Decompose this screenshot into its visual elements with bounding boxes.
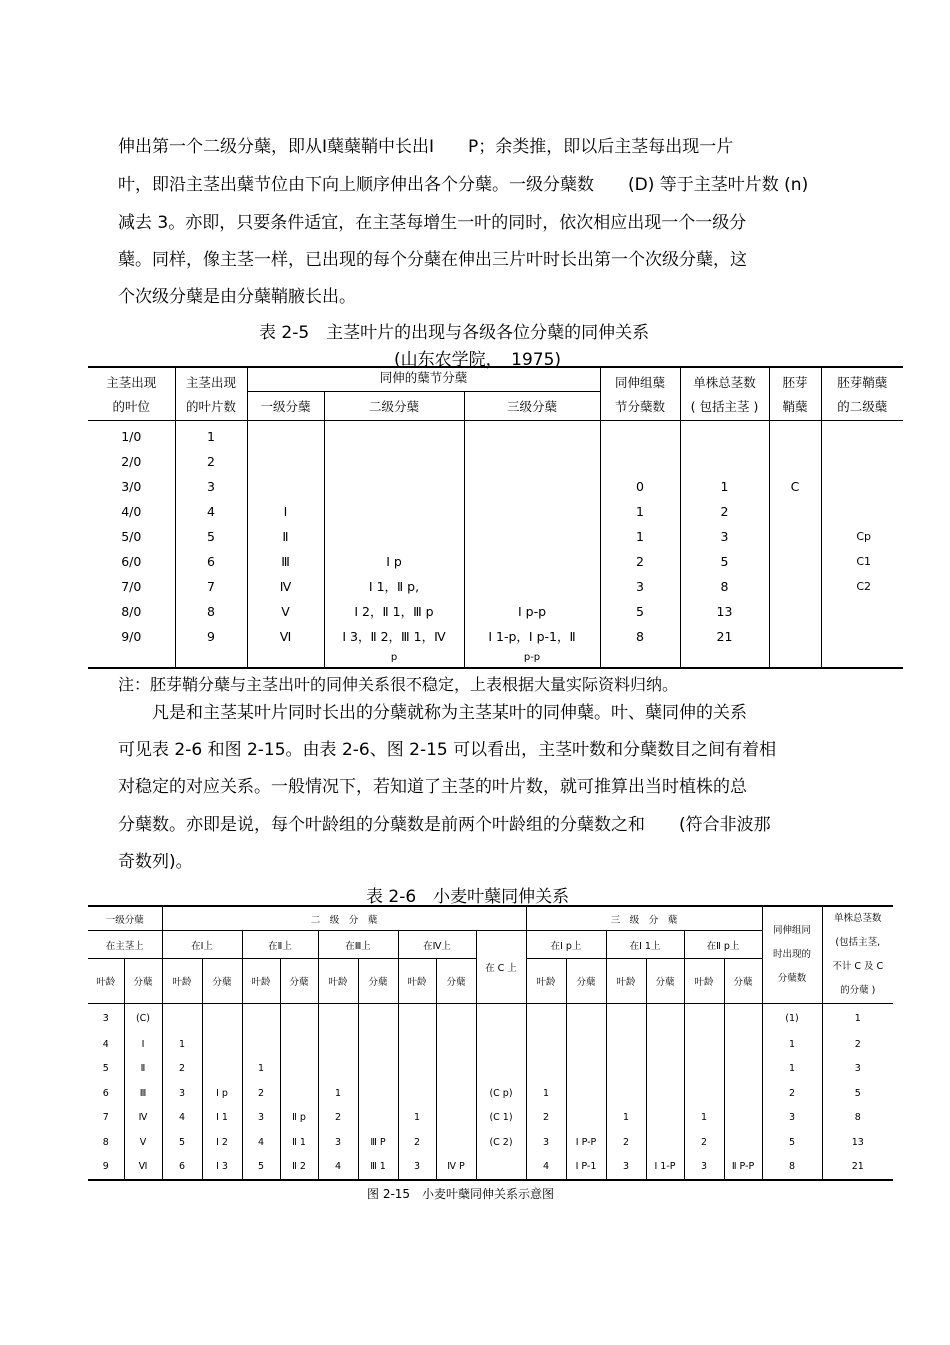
t26-h-tiller: 分蘖 [202, 959, 242, 1004]
figure-2-15-caption: 图 2-15 小麦叶蘖同伸关系示意图 [367, 1187, 555, 1201]
t26-h-leaf-age: 叶龄 [398, 959, 436, 1004]
t26-cell [566, 1106, 606, 1131]
para1-line5: 个次级分蘖是由分蘖鞘腋长出。 [118, 287, 356, 307]
t26-cell [476, 1004, 526, 1033]
t26-cell [202, 1032, 242, 1057]
t25-cell [324, 524, 464, 549]
t25-row [88, 624, 903, 649]
t25-cell [324, 449, 464, 474]
t26-cell [724, 1130, 762, 1155]
t25-cell [464, 474, 600, 499]
t26-sub-III: 在Ⅲ上 [318, 931, 398, 959]
para1-line3: 减去 3。亦即，只要条件适宜，在主茎每增生一叶的同时，依次相应出现一个一级分 [118, 213, 747, 233]
t25-h-level2: 二级分蘖 [324, 391, 464, 420]
t25-tail-level2: p [324, 649, 464, 668]
t26-cell [398, 1057, 436, 1082]
t26-cell: 1 [526, 1081, 566, 1106]
t26-cell [684, 1057, 724, 1082]
t26-cell: 2 [606, 1130, 646, 1155]
t26-h-level2: 二 级 分 蘖 [162, 906, 526, 931]
t25-cell: 8 [680, 574, 769, 599]
t26-cell: Ⅳ P [436, 1155, 476, 1181]
t25-cell: 6 [175, 549, 247, 574]
t26-h-leaf-age: 叶龄 [162, 959, 202, 1004]
para2-line4: 分蘖数。亦即是说，每个叶龄组的分蘖数是前两个叶龄组的分蘖数之和 (符合非波那 [118, 815, 771, 835]
t26-h-tiller: 分蘖 [566, 959, 606, 1004]
t26-cell [724, 1057, 762, 1082]
t26-cell [162, 1004, 202, 1033]
t25-cell: 6/0 [88, 549, 175, 574]
t25-row [88, 549, 903, 574]
t25-row [88, 574, 903, 599]
t26-cell [318, 1032, 358, 1057]
t26-cell [318, 1057, 358, 1082]
t26-cell [318, 1004, 358, 1033]
para1-line1: 伸出第一个二级分蘖，即从Ⅰ蘖蘖鞘中长出Ⅰ P；余类推，即以后主茎每出现一片 [118, 137, 734, 157]
t26-row [88, 1130, 893, 1155]
t25-cell: 0 [600, 474, 680, 499]
t26-cell [358, 1032, 398, 1057]
t25-cell: C1 [856, 554, 871, 568]
t26-cell [436, 1057, 476, 1082]
t26-cell: (C 1) [476, 1106, 526, 1131]
t25-cell: 1 [600, 499, 680, 524]
t25-cell: Ⅳ [247, 574, 324, 599]
t26-cell: Ⅱ 2 [280, 1155, 318, 1181]
t26-cell: Ⅱ P-P [724, 1155, 762, 1181]
t26-cell: 5 [762, 1130, 822, 1155]
t26-cell [684, 1004, 724, 1033]
t26-h-leaf-age: 叶龄 [606, 959, 646, 1004]
t26-cell: Ⅰ 3 [202, 1155, 242, 1181]
t25-row [88, 499, 903, 524]
t26-cell: Ⅲ 1 [358, 1155, 398, 1181]
t25-cell [324, 499, 464, 524]
t26-h-leaf-age: 叶龄 [526, 959, 566, 1004]
t26-cell [724, 1004, 762, 1033]
t25-cell [769, 599, 821, 624]
t25-cell [680, 424, 769, 449]
t26-sub-I1: 在Ⅰ 1上 [606, 931, 684, 959]
t26-cell: 5 [242, 1155, 280, 1181]
t25-cell [600, 449, 680, 474]
t26-cell [202, 1057, 242, 1082]
t26-h-tiller: 分蘖 [646, 959, 684, 1004]
t26-cell [724, 1106, 762, 1131]
t26-cell [436, 1081, 476, 1106]
t25-cell: 4 [175, 499, 247, 524]
t26-cell: Ⅵ [124, 1155, 162, 1181]
t25-cell [324, 474, 464, 499]
t26-cell: 7 [88, 1106, 124, 1131]
t26-cell: 5 [88, 1057, 124, 1082]
t26-cell [606, 1057, 646, 1082]
t25-cell: Ⅲ [247, 549, 324, 574]
t25-cell: 2/0 [88, 449, 175, 474]
t25-cell: 8 [175, 599, 247, 624]
t26-cell: 3 [606, 1155, 646, 1181]
t26-cell: 4 [526, 1155, 566, 1181]
t25-row [88, 474, 903, 499]
para1-line2: 叶，即沿主茎出蘖节位由下向上顺序伸出各个分蘖。一级分蘖数 (D) 等于主茎叶片数 (n) [118, 175, 809, 195]
t25-cell [821, 624, 903, 649]
t26-cell [436, 1106, 476, 1131]
t26-cell [280, 1032, 318, 1057]
t26-cell: 4 [318, 1155, 358, 1181]
t26-cell [398, 1032, 436, 1057]
t26-row [88, 1032, 893, 1057]
t25-cell: 2 [600, 549, 680, 574]
t25-h-col1: 主茎出现 的叶位 [88, 367, 175, 420]
t26-h-tong: 同伸组同 时出现的 分蘖数 [762, 906, 822, 1004]
t25-cell: 1/0 [88, 424, 175, 449]
t25-cell: 1 [680, 474, 769, 499]
table26-title: 表 2-6 小麦叶蘖同伸关系 [366, 887, 570, 907]
t26-cell [566, 1057, 606, 1082]
t26-cell: 3 [318, 1130, 358, 1155]
t25-h-level3: 三级分蘖 [464, 391, 600, 420]
t25-cell: 2 [680, 499, 769, 524]
t26-h-leaf-age: 叶龄 [684, 959, 724, 1004]
t26-cell: 1 [762, 1057, 822, 1082]
t26-cell: 1 [398, 1106, 436, 1131]
t26-sub-II: 在Ⅱ上 [242, 931, 318, 959]
t26-sub-IV: 在Ⅳ上 [398, 931, 476, 959]
table25-note: 注：胚芽鞘分蘖与主茎出叶的同伸关系很不稳定，上表根据大量实际资料归纳。 [118, 675, 679, 694]
t26-cell: Ⅰ [124, 1032, 162, 1057]
t26-row [88, 1081, 893, 1106]
t26-cell: Ⅰ 1-P [646, 1155, 684, 1181]
t25-cell: 7/0 [88, 574, 175, 599]
t26-cell: 1 [318, 1081, 358, 1106]
t26-cell: 1 [762, 1032, 822, 1057]
t26-cell: 2 [684, 1130, 724, 1155]
t25-cell: 5/0 [88, 524, 175, 549]
t26-cell [476, 1057, 526, 1082]
t26-cell [606, 1004, 646, 1033]
t26-cell [646, 1032, 684, 1057]
t26-cell [526, 1032, 566, 1057]
t26-cell [202, 1004, 242, 1033]
t26-cell: 2 [242, 1081, 280, 1106]
t25-cell [600, 424, 680, 449]
t26-cell [646, 1004, 684, 1033]
para2-line1: 凡是和主茎某叶片同时长出的分蘖就称为主茎某叶的同伸蘖。叶、蘖同伸的关系 [118, 703, 747, 723]
t25-row [88, 524, 903, 549]
t26-cell [280, 1004, 318, 1033]
table-2-6 [88, 905, 893, 1181]
t26-cell: Ⅱ [124, 1057, 162, 1082]
t26-sub-main: 在主茎上 [88, 931, 162, 959]
t26-cell [358, 1004, 398, 1033]
t25-cell: 13 [680, 599, 769, 624]
t26-cell: (1) [762, 1004, 822, 1033]
t26-cell [526, 1057, 566, 1082]
para1-line4: 蘖。同样，像主茎一样，已出现的每个分蘖在伸出三片叶时长出第一个次级分蘖，这 [118, 250, 747, 270]
t25-h-col8: 胚芽 鞘蘖 [769, 367, 821, 420]
t26-cell: 2 [526, 1106, 566, 1131]
t26-cell [358, 1057, 398, 1082]
t25-cell [464, 574, 600, 599]
t26-cell: 3 [88, 1004, 124, 1033]
t26-cell: 1 [684, 1106, 724, 1131]
t25-cell: Ⅴ [247, 599, 324, 624]
t25-cell [247, 474, 324, 499]
t25-h-col9: 胚芽鞘蘖 的二级蘖 [821, 367, 903, 420]
t25-cell: 1 [600, 524, 680, 549]
t26-sub-Ip: 在Ⅰ p上 [526, 931, 606, 959]
t25-row [88, 599, 903, 624]
t26-cell: 5 [854, 1087, 861, 1099]
t26-h-tiller: 分蘖 [436, 959, 476, 1004]
t26-cell: 4 [88, 1032, 124, 1057]
t26-cell: 5 [162, 1130, 202, 1155]
t25-cell: Ⅰ 2，Ⅱ 1，Ⅲ p [324, 599, 464, 624]
t26-cell: Ⅰ 1 [202, 1106, 242, 1131]
t26-cell [646, 1130, 684, 1155]
t25-cell: Ⅰ p [324, 549, 464, 574]
t26-cell: Ⅲ P [358, 1130, 398, 1155]
t26-h-tiller: 分蘖 [724, 959, 762, 1004]
t25-cell: Ⅰ [247, 499, 324, 524]
t26-cell: 6 [162, 1155, 202, 1181]
t25-cell: 5 [600, 599, 680, 624]
t26-cell [280, 1081, 318, 1106]
t26-cell [242, 1004, 280, 1033]
t25-cell [769, 624, 821, 649]
t26-cell: 2 [162, 1057, 202, 1082]
t25-cell: Ⅰ 1，Ⅱ p, [324, 574, 464, 599]
t25-cell: 1 [175, 424, 247, 449]
t26-cell: Ⅲ [124, 1081, 162, 1106]
t25-cell: 3/0 [88, 474, 175, 499]
t25-cell [680, 449, 769, 474]
t25-cell [464, 449, 600, 474]
t25-tail-level3: p-p [464, 649, 600, 668]
t25-cell: 5 [175, 524, 247, 549]
t25-h-col7: 单株总茎数 ( 包括主茎 ) [680, 367, 769, 420]
t26-cell [436, 1130, 476, 1155]
t26-cell: (C 2) [476, 1130, 526, 1155]
t26-row [88, 1155, 893, 1181]
t26-cell: 4 [242, 1130, 280, 1155]
t25-cell [821, 474, 903, 499]
t25-cell: 5 [680, 549, 769, 574]
t26-cell: Ⅰ P-1 [566, 1155, 606, 1181]
t26-cell: 1 [822, 1004, 893, 1033]
t25-cell [821, 499, 903, 524]
t25-cell: Ⅰ p-p [464, 599, 600, 624]
t26-cell: Ⅱ p [280, 1106, 318, 1131]
t26-cell [724, 1032, 762, 1057]
t26-cell [358, 1106, 398, 1131]
t26-cell: 1 [162, 1032, 202, 1057]
t25-cell: Ⅱ [247, 524, 324, 549]
t26-cell [398, 1081, 436, 1106]
t25-cell [464, 524, 600, 549]
t26-cell [566, 1032, 606, 1057]
t26-cell: 2 [854, 1038, 861, 1050]
t25-cell [769, 549, 821, 574]
t26-cell: 3 [684, 1155, 724, 1181]
t26-cell [566, 1004, 606, 1033]
t26-cell: 13 [851, 1136, 864, 1148]
t26-cell [684, 1032, 724, 1057]
t25-cell [247, 449, 324, 474]
t26-cell: 6 [88, 1081, 124, 1106]
t26-row [88, 1057, 893, 1082]
para2-line2: 可见表 2-6 和图 2-15。由表 2-6、图 2-15 可以看出，主茎叶数和分蘖数目之间有着相 [118, 740, 777, 760]
t26-row [88, 1004, 893, 1033]
t25-cell [821, 449, 903, 474]
t26-cell [566, 1081, 606, 1106]
t25-row [88, 449, 903, 474]
t26-cell [398, 1004, 436, 1033]
t25-cell: 8/0 [88, 599, 175, 624]
t26-cell [724, 1081, 762, 1106]
t26-cell: Ⅱ 1 [280, 1130, 318, 1155]
t25-cell: 3 [175, 474, 247, 499]
t26-h-total: 单株总茎数 (包括主茎, 不计 C 及 C 的分蘖 ) [822, 906, 893, 1004]
t25-h-col6: 同伸组蘖 节分蘖数 [600, 367, 680, 420]
t26-row [88, 1106, 893, 1131]
t26-cell [476, 1155, 526, 1181]
t26-cell: (C p) [476, 1081, 526, 1106]
t26-cell: 2 [398, 1130, 436, 1155]
t26-h-leaf-age: 叶龄 [318, 959, 358, 1004]
t26-cell: 3 [162, 1081, 202, 1106]
table-2-5 [88, 366, 903, 669]
t26-cell [436, 1032, 476, 1057]
t25-cell [464, 499, 600, 524]
t25-cell [324, 424, 464, 449]
t25-cell [769, 499, 821, 524]
t25-cell [821, 599, 903, 624]
t26-cell: 3 [398, 1155, 436, 1181]
t26-sub-I: 在Ⅰ上 [162, 931, 242, 959]
t25-cell: Cp [856, 529, 871, 543]
t26-cell [280, 1057, 318, 1082]
t26-cell [436, 1004, 476, 1033]
t26-h-tiller: 分蘖 [280, 959, 318, 1004]
t26-h-tiller: 分蘖 [358, 959, 398, 1004]
t26-cell [476, 1032, 526, 1057]
t26-cell: 3 [526, 1130, 566, 1155]
t25-cell [769, 449, 821, 474]
t25-h-level1: 一级分蘖 [247, 391, 324, 420]
table25-source: (山东农学院， 1975) [394, 350, 562, 370]
t26-cell: 9 [88, 1155, 124, 1181]
t26-cell [646, 1106, 684, 1131]
t25-cell: 3 [680, 524, 769, 549]
t25-cell: Ⅰ 3，Ⅱ 2，Ⅲ 1，Ⅳ [324, 624, 464, 649]
t26-cell: Ⅳ [124, 1106, 162, 1131]
para2-line5: 奇数列)。 [118, 852, 193, 872]
t26-h-tiller: 分蘖 [124, 959, 162, 1004]
t25-cell: 9/0 [88, 624, 175, 649]
t26-cell: 3 [854, 1063, 861, 1075]
t25-cell [247, 424, 324, 449]
t25-h-group: 同伸的蘖节分蘖 [247, 367, 600, 391]
t26-h-leaf-age: 叶龄 [88, 959, 124, 1004]
t26-sub-C: 在 C 上 [476, 931, 526, 1004]
t26-sub-IIp: 在Ⅱ p上 [684, 931, 762, 959]
t25-cell: 21 [680, 624, 769, 649]
t26-cell: (C) [124, 1004, 162, 1033]
t26-cell: Ⅰ 2 [202, 1130, 242, 1155]
t26-h-level1: 一级分蘖 [88, 906, 162, 931]
t26-cell: 1 [606, 1106, 646, 1131]
t26-cell: 8 [854, 1112, 861, 1124]
t26-cell: Ⅰ P-P [566, 1130, 606, 1155]
t26-cell: 21 [822, 1155, 893, 1181]
t26-cell: 8 [88, 1130, 124, 1155]
t26-cell [606, 1032, 646, 1057]
t26-cell: Ⅰ p [202, 1081, 242, 1106]
t26-cell [684, 1081, 724, 1106]
t26-h-leaf-age: 叶龄 [242, 959, 280, 1004]
t25-cell: 9 [175, 624, 247, 649]
t25-cell: 4/0 [88, 499, 175, 524]
t25-cell: 3 [600, 574, 680, 599]
t26-cell: 2 [318, 1106, 358, 1131]
t25-cell: 2 [175, 449, 247, 474]
t26-cell [526, 1004, 566, 1033]
t26-cell [358, 1081, 398, 1106]
t26-cell: 3 [762, 1106, 822, 1131]
t25-row [88, 424, 903, 449]
t26-cell: 1 [242, 1057, 280, 1082]
t26-cell [646, 1081, 684, 1106]
t25-cell: 7 [175, 574, 247, 599]
t26-cell [646, 1057, 684, 1082]
t26-cell [606, 1081, 646, 1106]
para2-line3: 对稳定的对应关系。一般情况下，若知道了主茎的叶片数，就可推算出当时植株的总 [118, 777, 747, 797]
t25-cell: 8 [600, 624, 680, 649]
t25-cell [769, 424, 821, 449]
t26-cell: 3 [242, 1106, 280, 1131]
t26-cell: 2 [762, 1081, 822, 1106]
t25-cell [769, 524, 821, 549]
t25-cell [464, 424, 600, 449]
t25-cell: Ⅰ 1-p，Ⅰ p-1，Ⅱ [464, 624, 600, 649]
t26-cell: 8 [762, 1155, 822, 1181]
t25-cell [464, 549, 600, 574]
t26-cell: Ⅴ [124, 1130, 162, 1155]
t26-h-level3: 三 级 分 蘖 [526, 906, 762, 931]
t26-cell [242, 1032, 280, 1057]
t25-h-col2: 主茎出现 的叶片数 [175, 367, 247, 420]
t25-cell: Ⅵ [247, 624, 324, 649]
t25-cell: C [769, 474, 821, 499]
t25-cell [821, 424, 903, 449]
table25-title: 表 2-5 主茎叶片的出现与各级各位分蘖的同伸关系 [259, 323, 650, 343]
t25-cell [769, 574, 821, 599]
t25-cell: C2 [856, 579, 871, 593]
t26-cell: 4 [162, 1106, 202, 1131]
